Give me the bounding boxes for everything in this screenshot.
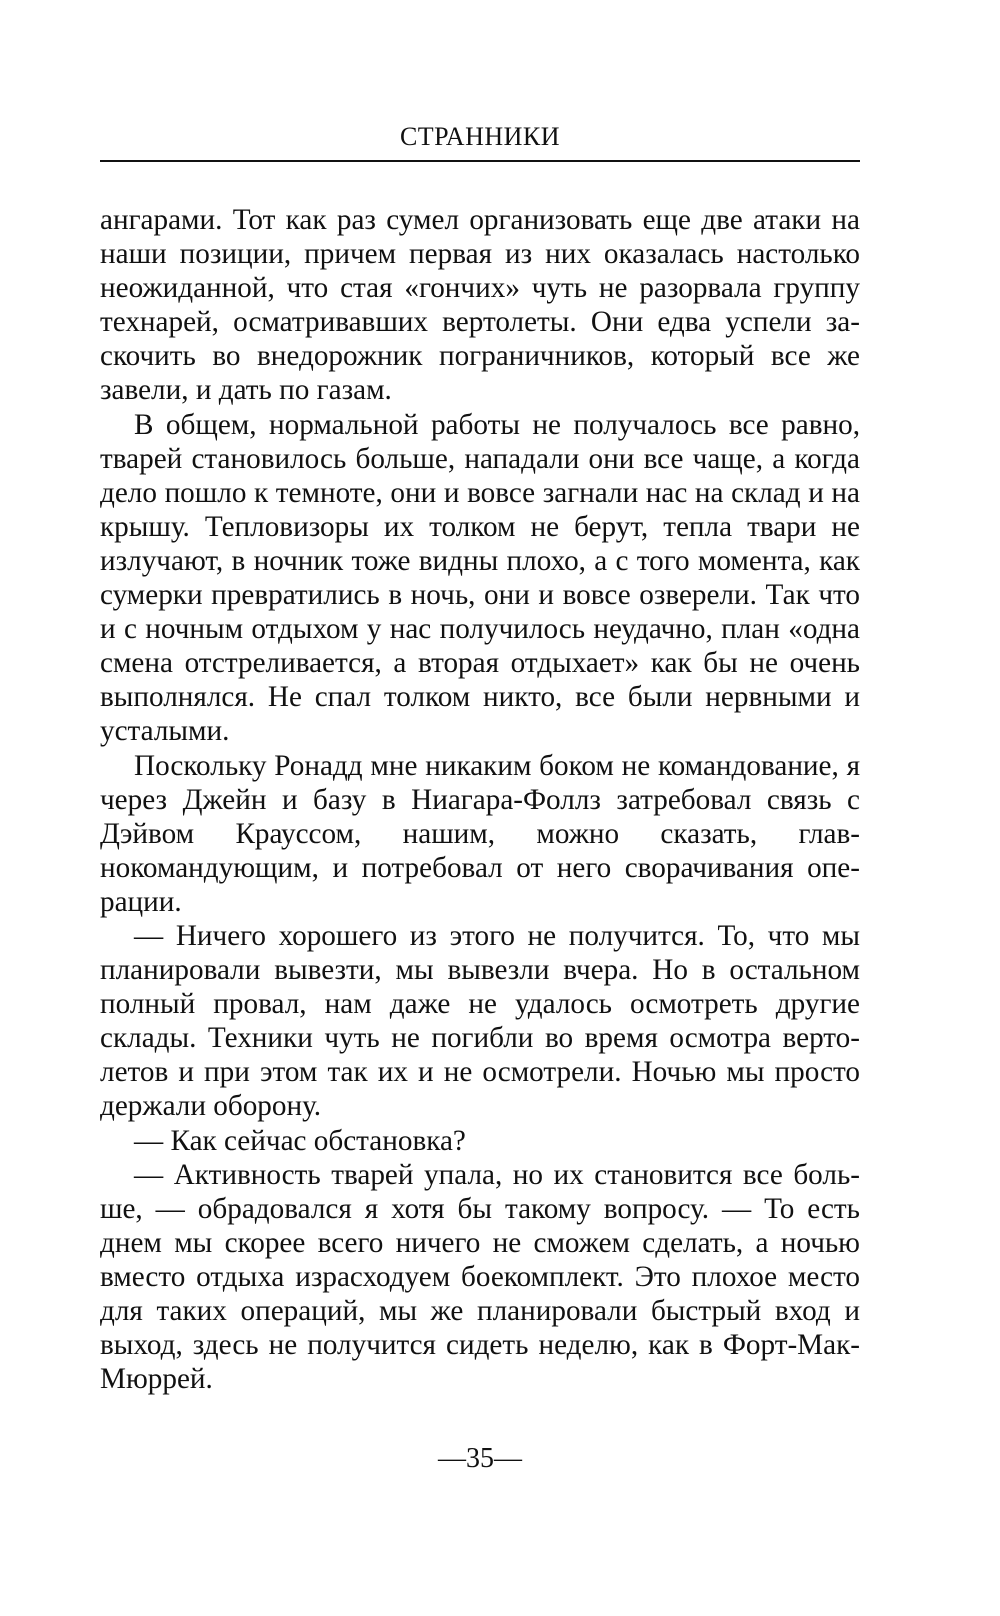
dialogue-line: — Как сейчас обстановка? <box>134 1124 466 1157</box>
page-number: —35— <box>438 1443 522 1474</box>
header-rule <box>100 160 860 162</box>
paragraph-continued: ангарами. Тот как раз сумел организовать еще две атаки на наши позиции, причем первая из них оказалась настолько неожиданной, что стая «гончих» чуть не разорвала группу технарей, осматривавших вертолеты. Они едва успели заскочить во внедорожник пограничников, который все же завели, и дать по газам. <box>100 204 860 407</box>
main-text <box>100 203 860 1396</box>
paragraph: Поскольку Ронадд мне никаким боком не командование, я через Джейн и базу в Ниагара-Фоллз затребовал связь с Дэйвом Крауссом, нашим, можно сказать, главнокомандующим, и потребовал от него сворачивания операции. <box>100 749 860 918</box>
dialogue-line: — Активность тварей упала, но их становится все больше, — обрадовался я хотя бы такому вопросу. — То есть днем мы скорее всего ничего не сможем сделать, а ночью вместо отдыха израсходуем боекомплект. Это плохое место для таких операций, мы же планировали быстрый вход и выход, здесь не получится сидеть неделю, как в Форт-Мак-Мюррей. <box>100 1158 860 1396</box>
paragraph: В общем, нормальной работы не получалось все равно, тварей становилось больше, нападали они все чаще, а когда дело пошло к темноте, они и вовсе загнали нас на склад и на крышу. Тепловизоры их толком не берут, тепла твари не излучают, в ночник тоже видны плохо, а с того момента, как сумерки превратились в ночь, они и вовсе озверели. Так что и с ночным отдыхом у нас получилось неудачно, план «одна смена отстреливается, а вторая отдыхает» как бы не очень выполнялся. Не спал толком никто, все были нервными и усталыми. <box>100 408 860 748</box>
dialogue-line: — Ничего хорошего из этого не получится. То, что мы планировали вывезти, мы вывезли вчера. Но в остальном полный провал, нам даже не удалось осмотреть другие склады. Техники чуть не погибли во время осмотра вертолетов и при этом так их и не осмотрели. Ночью мы просто держали оборону. <box>100 919 860 1123</box>
running-title: СТРАННИКИ <box>399 122 561 151</box>
